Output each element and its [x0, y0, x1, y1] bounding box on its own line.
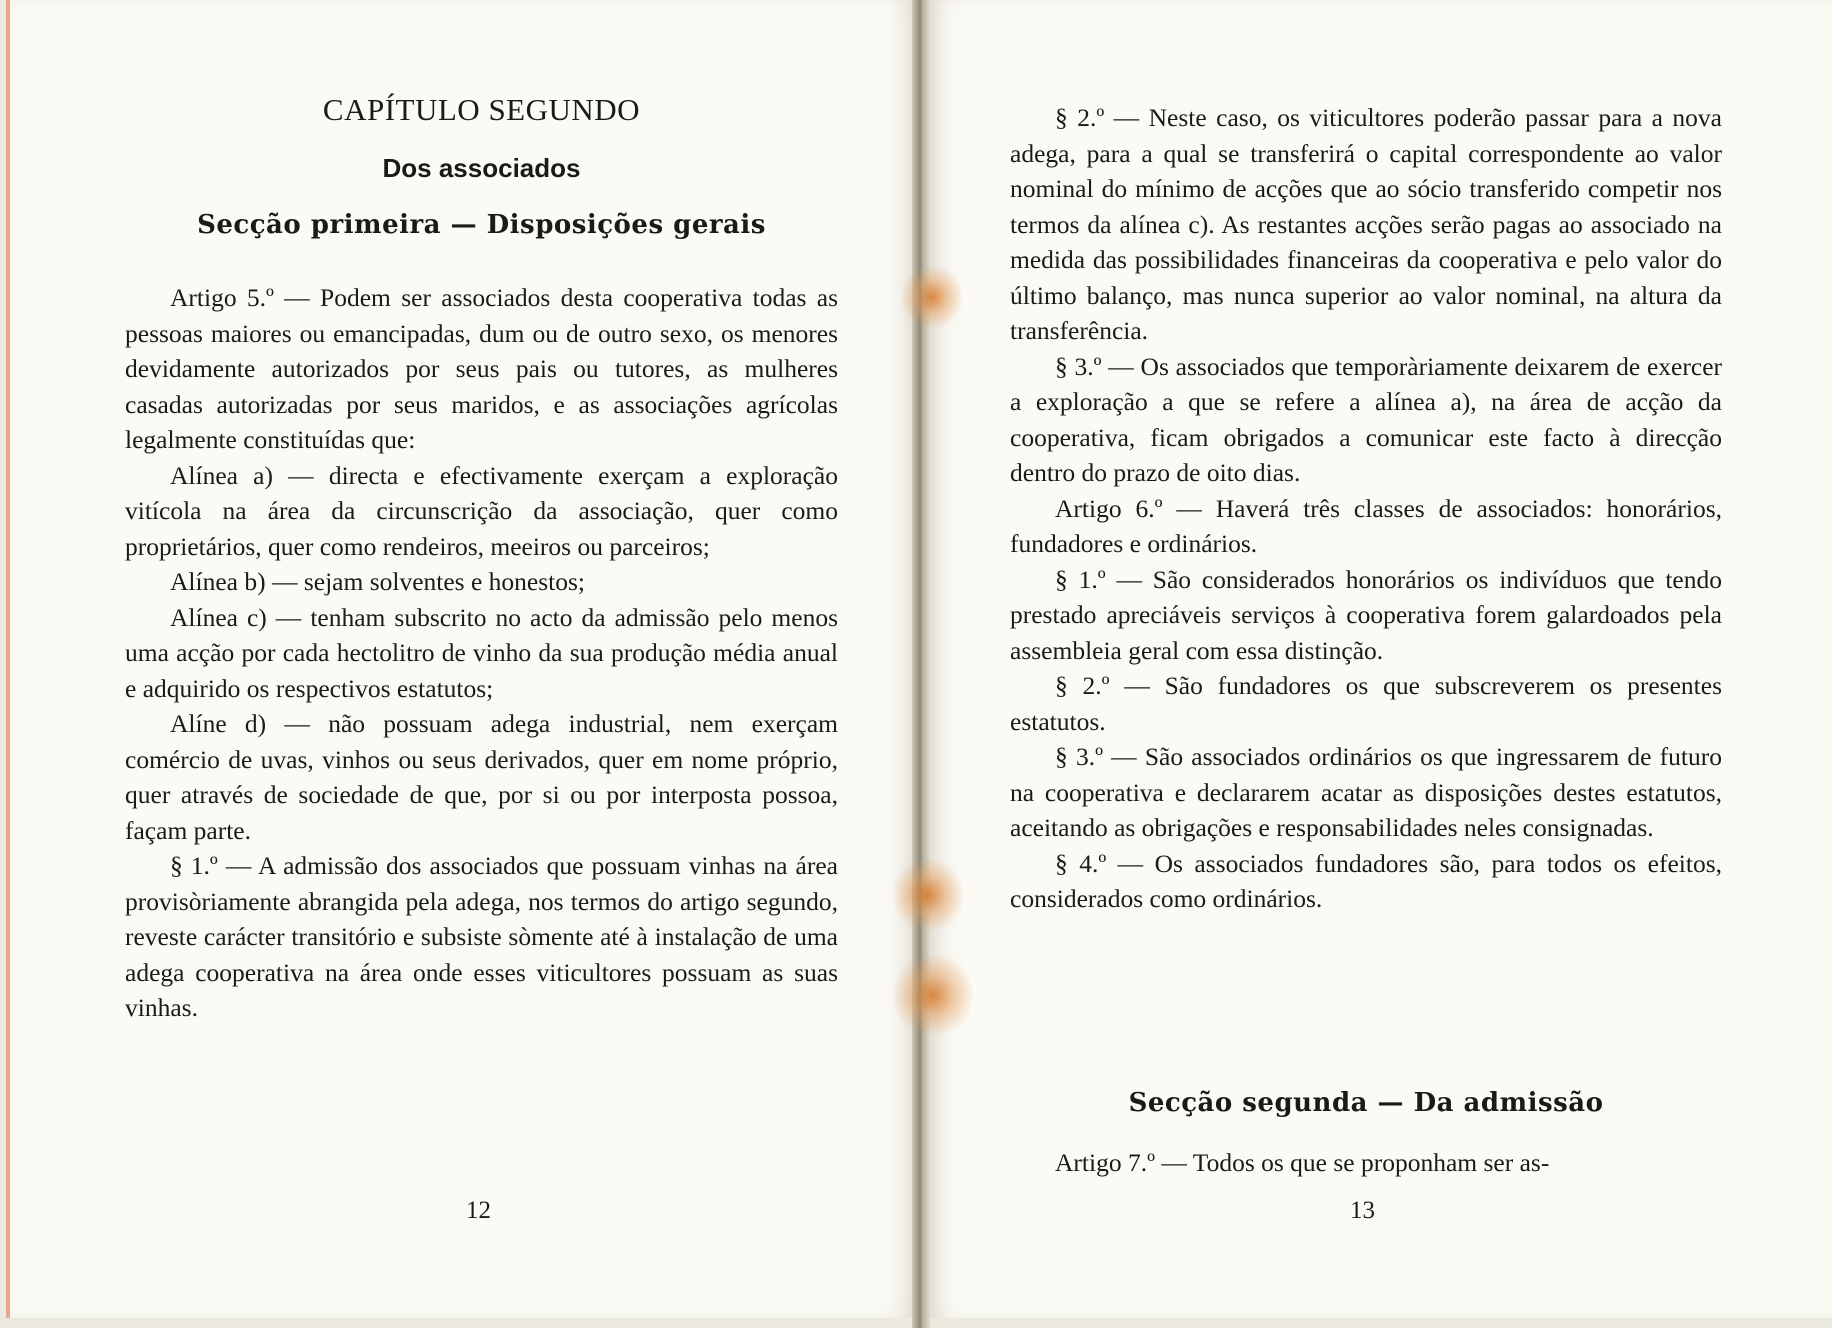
paragraph: § 1.º — A admissão dos associados que possuam vinhas na área provisòriamente abrangida pela adega, nos termos do artigo segundo, reveste carácter transitório e subsiste sòmente até à instalação de uma adega cooperativa na área onde esses viticultores possuam as suas vinhas.: [125, 851, 838, 1022]
page-number-left: 12: [466, 1197, 491, 1224]
chapter-subtitle: Dos associados: [382, 153, 581, 183]
paragraph: Alínea c) — tenham subscrito no acto da admissão pelo menos uma acção por cada hectolitro de vinho da sua produção média anual e adquirido os respectivos estatutos;: [125, 602, 838, 703]
paragraph: § 4.º — Os associados fundadores são, para todos os efeitos, considerados como ordinários.: [1010, 848, 1722, 913]
section-title: Secção segunda — Da admissão: [1128, 1088, 1604, 1118]
right-last-line: [1010, 1145, 1722, 1181]
paragraph: Artigo 6.º — Haverá três classes de associados: honorários, fundadores e ordinários.: [1010, 493, 1722, 558]
paragraph: § 2.º — Neste caso, os viticultores poderão passar para a nova adega, para a qual se transferirá o capital correspondente ao valor nominal do mínimo de acções que ao sócio transferido competir nos termos da alínea c). As restantes acções serão pagas ao associado na medida das possibilidades financeiras da cooperativa e pelo valor do último balanço, mas nunca superior ao valor nominal, na altura da transferência.: [1010, 103, 1722, 345]
paragraph: Alínea b) — sejam solventes e honestos;: [170, 567, 585, 596]
right-body-text: [1010, 100, 1722, 917]
paragraph: § 3.º — Os associados que temporàriamente deixarem de exercer a exploração a que se refere a alínea a), na área de acção da cooperativa, ficam obrigados a comunicar este facto à direcção dentro do prazo de oito dias.: [1010, 351, 1722, 487]
paragraph: Artigo 5.º — Podem ser associados desta cooperativa todas as pessoas maiores ou emancipadas, dum ou de outro sexo, os menores devidamente autorizados por seus pais ou tutores, as mulheres casadas autorizadas por seus maridos, e as associações agrícolas legalmente constituídas que:: [125, 283, 838, 454]
paragraph: § 2.º — São fundadores os que subscreverem os presentes estatutos.: [1010, 671, 1722, 736]
page-number-right: 13: [1350, 1197, 1375, 1224]
chapter-title: CAPÍTULO SEGUNDO: [322, 92, 641, 127]
book-gutter: [912, 0, 930, 1328]
rust-stain: [902, 262, 962, 332]
paragraph: Alíne d) — não possuam adega industrial, nem exerçam comércio de uvas, vinhos ou seus derivados, quer em nome próprio, quer através de sociedade de que, por si ou por interposta possoa, façam parte.: [125, 709, 838, 845]
section-title: Secção primeira — Disposições gerais: [197, 210, 766, 240]
paragraph: Artigo 7.º — Todos os que se proponham ser as-: [1055, 1148, 1550, 1177]
paragraph: § 1.º — São considerados honorários os indivíduos que tendo prestado apreciáveis serviços à cooperativa forem galardoados pela assembleia geral com essa distinção.: [1010, 564, 1722, 665]
paragraph: Alínea a) — directa e efectivamente exerçam a exploração vitícola na área da circunscrição da associação, quer como proprietários, quer como rendeiros, meeiros ou parceiros;: [125, 460, 838, 561]
rust-stain: [893, 855, 963, 935]
rust-stain: [893, 950, 973, 1040]
paragraph: § 3.º — São associados ordinários os que ingressarem de futuro na cooperativa e declararem acatar as disposições destes estatutos, aceitando as obrigações e responsabilidades neles consignadas.: [1010, 742, 1722, 842]
left-body-text: [125, 280, 838, 1026]
